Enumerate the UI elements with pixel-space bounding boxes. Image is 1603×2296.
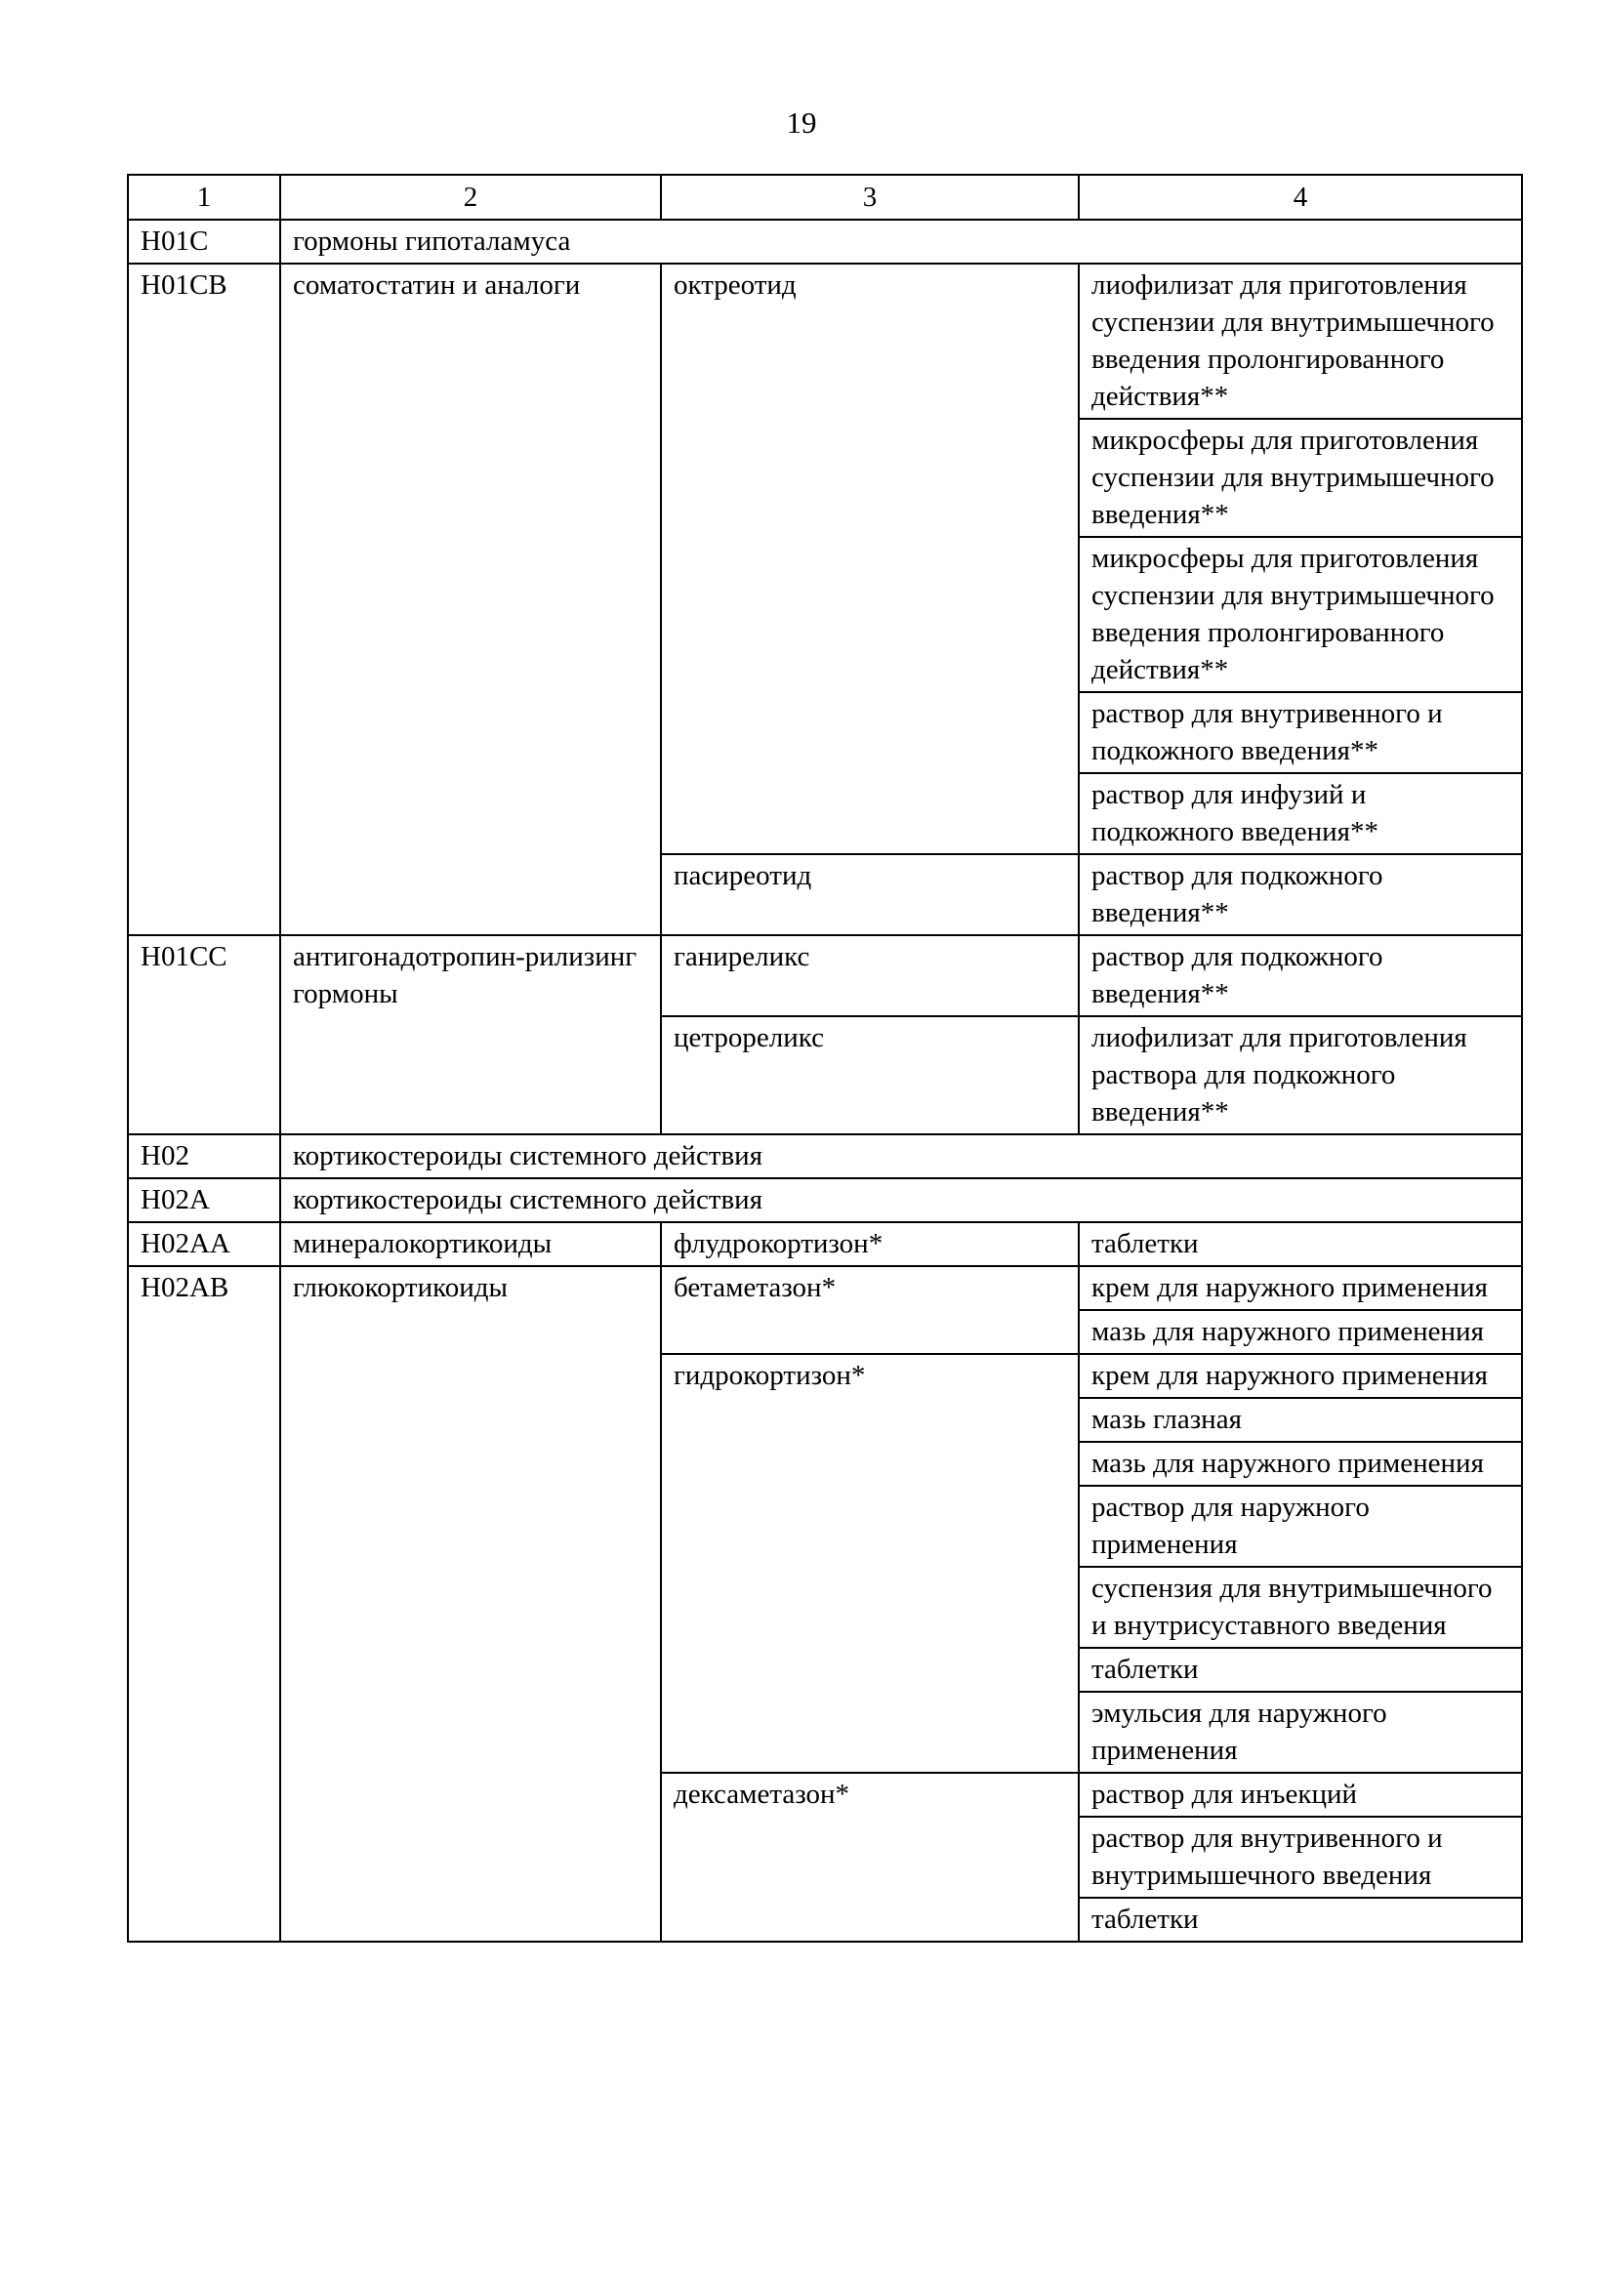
table-row (128, 1222, 1522, 1266)
dosage-form: раствор для наружного применения (1079, 1486, 1522, 1567)
dosage-form: крем для наружного применения (1079, 1266, 1522, 1310)
table-row (128, 1178, 1522, 1222)
dosage-form: раствор для внутривенного и внутримышечного введения (1079, 1817, 1522, 1898)
dosage-form: суспензия для внутримышечного и внутрисуставного введения (1079, 1567, 1522, 1648)
atc-code: H01CB (128, 264, 280, 935)
column-header: 4 (1079, 175, 1522, 220)
dosage-form: раствор для подкожного введения** (1079, 854, 1522, 935)
header-row (128, 175, 1522, 220)
column-header: 2 (280, 175, 661, 220)
dosage-form: мазь для наружного применения (1079, 1310, 1522, 1354)
atc-code: H02AA (128, 1222, 280, 1266)
atc-group: антигонадотропин-рилизинг гормоны (280, 935, 661, 1134)
column-header: 1 (128, 175, 280, 220)
drug-name: октреотид (661, 264, 1079, 854)
dosage-form: эмульсия для наружного применения (1079, 1692, 1522, 1773)
drug-name: пасиреотид (661, 854, 1079, 935)
atc-group: глюкокортикоиды (280, 1266, 661, 1942)
drug-name: гидрокортизон* (661, 1354, 1079, 1773)
table-row (128, 1134, 1522, 1178)
dosage-form: лиофилизат для приготовления суспензии для внутримышечного введения пролонгированного действия** (1079, 264, 1522, 419)
drug-list-table (127, 174, 1523, 1943)
dosage-form: таблетки (1079, 1648, 1522, 1692)
drug-name: дексаметазон* (661, 1773, 1079, 1942)
atc-code: H01CC (128, 935, 280, 1134)
column-header: 3 (661, 175, 1079, 220)
atc-group: гормоны гипоталамуса (280, 220, 1522, 264)
dosage-form: таблетки (1079, 1222, 1522, 1266)
atc-group: минералокортикоиды (280, 1222, 661, 1266)
dosage-form: микросферы для приготовления суспензии для внутримышечного введения** (1079, 419, 1522, 537)
dosage-form: раствор для подкожного введения** (1079, 935, 1522, 1016)
page-number: 19 (786, 105, 817, 140)
atc-code: H02A (128, 1178, 280, 1222)
table-row (128, 935, 1522, 1016)
table-row (128, 264, 1522, 419)
dosage-form: лиофилизат для приготовления раствора для подкожного введения** (1079, 1016, 1522, 1134)
atc-code: H01C (128, 220, 280, 264)
dosage-form: раствор для инъекций (1079, 1773, 1522, 1817)
drug-name: цетрореликс (661, 1016, 1079, 1134)
dosage-form: раствор для инфузий и подкожного введения** (1079, 773, 1522, 854)
drug-name: ганиреликс (661, 935, 1079, 1016)
dosage-form: мазь для наружного применения (1079, 1442, 1522, 1486)
dosage-form: мазь глазная (1079, 1398, 1522, 1442)
atc-code: H02 (128, 1134, 280, 1178)
dosage-form: крем для наружного применения (1079, 1354, 1522, 1398)
table-row (128, 220, 1522, 264)
dosage-form: раствор для внутривенного и подкожного введения** (1079, 692, 1522, 773)
atc-code: H02AB (128, 1266, 280, 1942)
dosage-form: таблетки (1079, 1898, 1522, 1942)
dosage-form: микросферы для приготовления суспензии для внутримышечного введения пролонгированного действия** (1079, 537, 1522, 692)
atc-group: кортикостероиды системного действия (280, 1134, 1522, 1178)
drug-name: бетаметазон* (661, 1266, 1079, 1354)
table-row (128, 1266, 1522, 1310)
atc-group: кортикостероиды системного действия (280, 1178, 1522, 1222)
drug-name: флудрокортизон* (661, 1222, 1079, 1266)
atc-group: соматостатин и аналоги (280, 264, 661, 935)
